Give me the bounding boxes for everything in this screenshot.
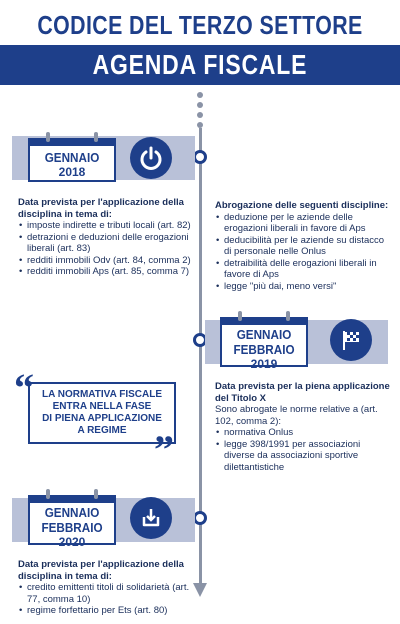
list-item: • legge "più dai, meno versi" xyxy=(215,281,390,293)
calendar-2019 xyxy=(220,317,308,371)
timeline-dots xyxy=(197,92,203,132)
calendar-month: GENNAIO xyxy=(236,327,292,342)
quote-line: LA NORMATIVA FISCALE xyxy=(42,389,162,400)
list-item: • deducibilità per le aziende su distacco di personale nelle Onlus xyxy=(215,235,390,258)
calendar-month: GENNAIO xyxy=(44,150,100,165)
event-text-2018 xyxy=(18,197,193,278)
calendar-2018 xyxy=(28,138,116,182)
event-heading: Data prevista per l'applicazione della disciplina in tema di: xyxy=(18,197,184,220)
event-heading: Data prevista per la piena applicazione del Titolo X xyxy=(215,381,390,404)
timeline-node-2018 xyxy=(193,150,207,164)
list-item: • credito emittenti titoli di solidarietà (art. 77, comma 10) xyxy=(18,582,196,605)
list-item: • redditi immobili Odv (art. 84, comma 2) xyxy=(18,255,193,267)
list-item: • detraibilità delle erogazioni liberali in favore di Aps xyxy=(215,258,390,281)
abrogation-heading: Abrogazione delle seguenti discipline: xyxy=(215,200,389,211)
list-item: • redditi immobili Aps (art. 85, comma 7) xyxy=(18,266,193,278)
event-heading: Data prevista per l'applicazione della disciplina in tema di: xyxy=(18,559,184,582)
quote-line: A REGIME xyxy=(77,425,127,436)
event-text-2020 xyxy=(18,559,196,617)
quote-line: ENTRA NELLA FASE xyxy=(52,401,152,412)
page-subtitle-band xyxy=(0,45,400,85)
calendar-year: 2020 xyxy=(58,535,86,549)
event-intro: Sono abrogate le norme relative a (art. 102, comma 2): xyxy=(215,404,378,427)
close-quote-icon: ” xyxy=(154,427,174,472)
open-quote-icon: “ xyxy=(14,365,34,410)
list-item: • legge 398/1991 per associazioni diverse da associazioni sportive dilettantistiche xyxy=(215,439,393,474)
calendar-month-2: FEBBRAIO xyxy=(41,520,103,535)
download-icon xyxy=(130,497,172,539)
calendar-month-2: FEBBRAIO xyxy=(233,342,295,357)
timeline-node-2020 xyxy=(193,511,207,525)
calendar-year: 2018 xyxy=(58,165,86,179)
calendar-month: GENNAIO xyxy=(44,505,100,520)
list-item: • normativa Onlus xyxy=(215,427,393,439)
list-item: • deduzione per le aziende delle erogazioni liberali in favore di Aps xyxy=(215,212,390,235)
abrogation-text xyxy=(215,200,390,292)
list-item: • imposte indirette e tributi locali (art. 82) xyxy=(18,220,193,232)
power-icon xyxy=(130,137,172,179)
event-text-2019 xyxy=(215,381,393,473)
page-subtitle: AGENDA FISCALE xyxy=(92,49,308,80)
calendar-year: 2019 xyxy=(250,357,278,371)
page-title: CODICE DEL TERZO SETTORE xyxy=(37,10,363,40)
checkered-flag-icon xyxy=(330,319,372,361)
calendar-2020 xyxy=(28,495,116,549)
list-item: • regime forfettario per Ets (art. 80) xyxy=(18,605,196,617)
list-item: • detrazioni e deduzioni delle erogazioni liberali (art. 83) xyxy=(18,232,193,255)
quote-line: DI PIENA APPLICAZIONE xyxy=(42,413,162,424)
